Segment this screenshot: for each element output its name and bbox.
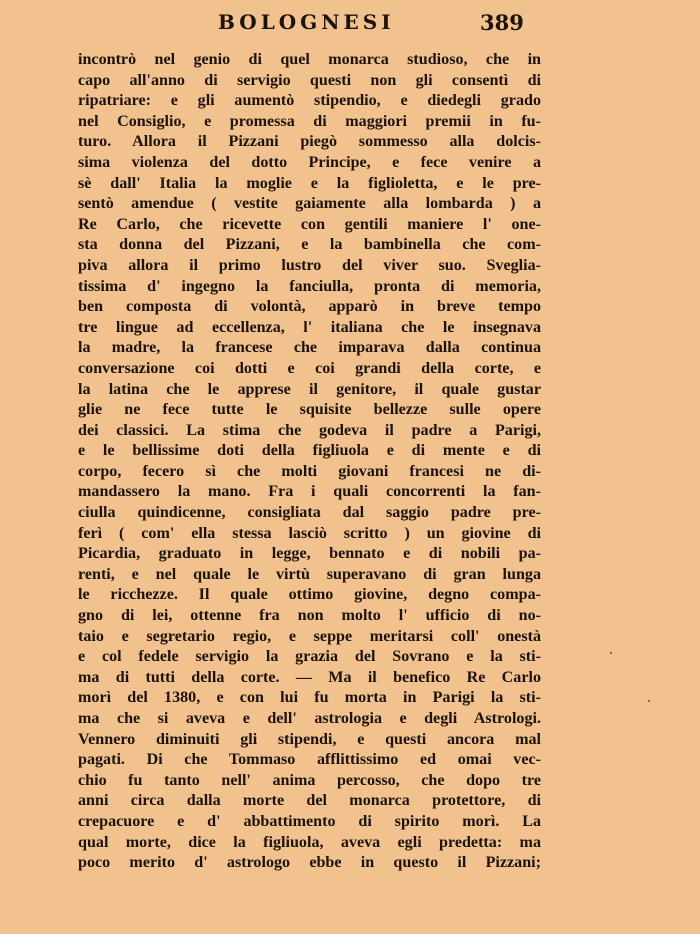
text-line: taio e segretario regio, e seppe meritarsi coll' onestà <box>78 627 541 645</box>
text-line: sima violenza del dotto Principe, e fece venire a <box>78 153 541 171</box>
running-head <box>0 10 700 38</box>
text-line: la latina che le apprese il genitore, il quale gustar <box>78 380 541 398</box>
text-line: ma che si aveva e dell' astrologia e degli Astrologi. <box>78 710 541 727</box>
text-line: Re Carlo, che ricevette con gentili maniere l' one- <box>78 215 541 233</box>
text-line: la madre, la francese che imparava dalla continua <box>78 339 541 357</box>
running-title: BOLOGNESI <box>218 10 395 34</box>
text-line: corpo, fecero sì che molti giovani francesi ne di- <box>78 462 541 480</box>
text-line: ben composta di volontà, apparò in breve tempo <box>78 298 541 316</box>
text-line: morì del 1380, e con lui fu morta in Parigi la sti- <box>78 689 541 707</box>
text-line: sta donna del Pizzani, e la bambinella che com- <box>78 236 541 254</box>
text-line: le ricchezze. Il quale ottimo giovine, degno compa- <box>78 586 541 604</box>
text-line: poco merito d' astrologo ebbe in questo il Pizzani; <box>78 854 541 872</box>
page-number: 389 <box>480 10 524 35</box>
text-line: e le bellissime doti della figliuola e di mente e di <box>78 442 541 460</box>
text-line: pagati. Di che Tommaso afflittissimo ed omai vec- <box>78 751 541 769</box>
text-line: chio fu tanto nell' anima percosso, che dopo tre <box>78 771 541 789</box>
text-line: turo. Allora il Pizzani piegò sommesso alla dolcis- <box>78 133 541 151</box>
text-line: ripatriare: e gli aumentò stipendio, e diedegli grado <box>78 92 541 110</box>
text-line: sè dall' Italia la moglie e la figlioletta, e le pre- <box>78 174 541 192</box>
text-line: crepacuore e d' abbattimento di spirito morì. La <box>78 812 541 830</box>
text-line: qual morte, dice la figliuola, aveva egli predetta: ma <box>78 833 541 851</box>
text-line: nel Consiglio, e promessa di maggiori premii in fu- <box>78 112 541 130</box>
paper-speck <box>648 700 650 702</box>
text-line: gno di lei, ottenne fra non molto l' ufficio di no- <box>78 607 541 625</box>
text-line: Picardia, graduato in legge, bennato e di nobili pa- <box>78 545 541 563</box>
text-line: dei classici. La stima che godeva il padre a Parigi, <box>78 421 541 439</box>
text-line: tissima d' ingegno la fanciulla, pronta di memoria, <box>78 277 541 295</box>
text-line: ferì ( com' ella stessa lasciò scritto ) un giovine di <box>78 524 541 542</box>
text-line: tre lingue ad eccellenza, l' italiana che le insegnava <box>78 318 541 336</box>
text-line: anni circa dalla morte del monarca protettore, di <box>78 792 541 810</box>
text-line: mandassero la mano. Fra i quali concorrenti la fan- <box>78 483 541 501</box>
text-line: sentò amendue ( vestite gaiamente alla lombarda ) a <box>78 195 541 213</box>
paper-speck <box>610 652 612 654</box>
text-line: Vennero diminuiti gli stipendi, e questi ancora mal <box>78 730 541 748</box>
text-line: renti, e nel quale le virtù superavano di gran lunga <box>78 565 541 583</box>
text-line: conversazione coi dotti e coi grandi della corte, e <box>78 359 541 377</box>
text-line: e col fedele servigio la grazia del Sovrano e la sti- <box>78 648 541 666</box>
body-text <box>78 50 541 874</box>
text-line: piva allora il primo lustro del viver suo. Sveglia- <box>78 256 541 274</box>
text-line: ciulla quindicenne, consigliata dal saggio padre pre- <box>78 504 541 522</box>
text-line: glie ne fece tutte le squisite bellezze sulle opere <box>78 401 541 419</box>
text-line: capo all'anno di servigio questi non gli consentì di <box>78 71 541 89</box>
text-line: incontrò nel genio di quel monarca studioso, che in <box>78 51 541 68</box>
text-line: ma di tutti della corte. — Ma il benefico Re Carlo <box>78 668 541 686</box>
